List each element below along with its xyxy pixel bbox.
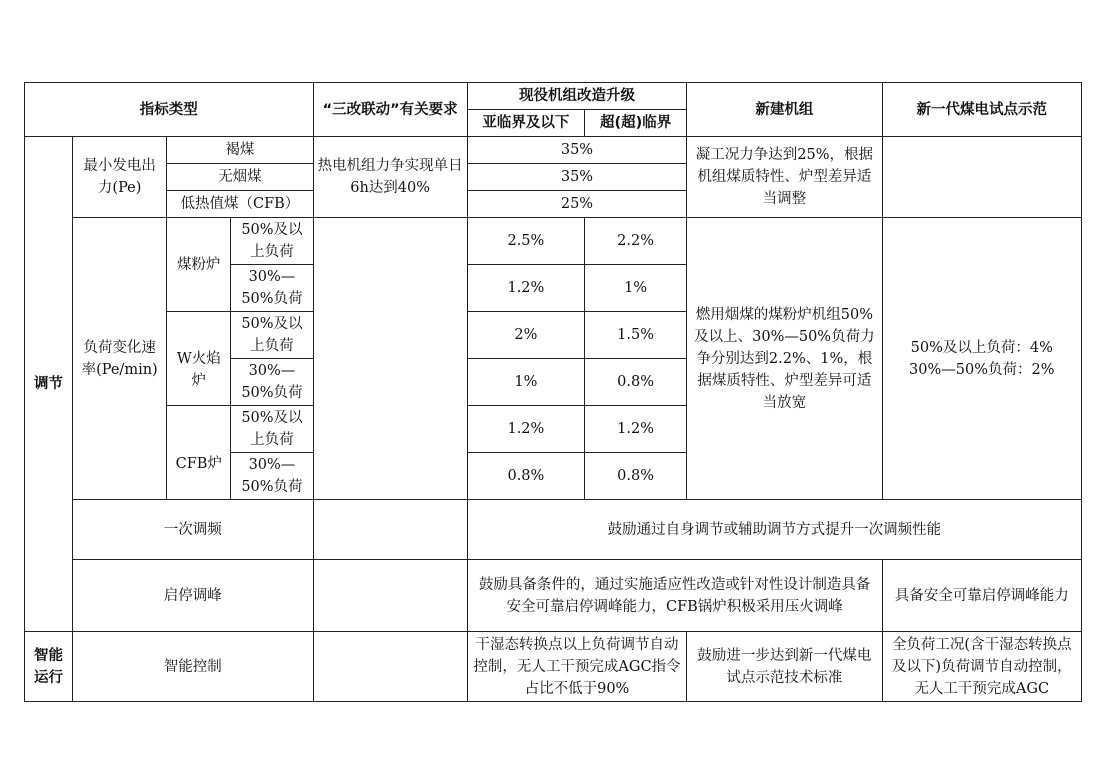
load-rate-new-units: 燃用烟煤的煤粉炉机组50%及以上、30%—50%负荷力争分别达到2.2%、1%，根据煤质特性、炉型差异可适当放宽 bbox=[687, 218, 882, 500]
intelligent-three-reform bbox=[313, 632, 467, 702]
boiler-pulverized: 煤粉炉 bbox=[167, 218, 231, 312]
min-output-new-gen bbox=[882, 137, 1081, 218]
rate-supercritical: 1.5% bbox=[585, 312, 687, 359]
header-indicator: 指标类型 bbox=[25, 83, 314, 137]
category-intelligent: 智能运行 bbox=[25, 632, 73, 702]
header-subcritical: 亚临界及以下 bbox=[467, 110, 584, 137]
load-rate-new-gen bbox=[882, 218, 1081, 500]
coal-type-anthracite: 无烟煤 bbox=[167, 164, 313, 191]
primary-freq-three-reform bbox=[313, 500, 467, 560]
rate-subcritical: 2.5% bbox=[467, 218, 584, 265]
rate-subcritical: 1.2% bbox=[467, 265, 584, 312]
min-output-label: 最小发电出力(Pe) bbox=[73, 137, 167, 218]
rate-supercritical: 1% bbox=[585, 265, 687, 312]
start-stop-label: 启停调峰 bbox=[73, 560, 313, 632]
primary-freq-text: 鼓励通过自身调节或辅助调节方式提升一次调频性能 bbox=[467, 500, 1081, 560]
load-level: 50%及以上负荷 bbox=[231, 406, 313, 453]
load-level: 30%—50%负荷 bbox=[231, 453, 313, 500]
rate-subcritical: 1.2% bbox=[467, 406, 584, 453]
intelligent-new-gen: 全负荷工况(含干湿态转换点及以下)负荷调节自动控制，无人工干预完成AGC bbox=[882, 632, 1081, 702]
rate-supercritical: 0.8% bbox=[585, 359, 687, 406]
rate-supercritical: 2.2% bbox=[585, 218, 687, 265]
intelligent-new-units: 鼓励进一步达到新一代煤电试点示范技术标准 bbox=[687, 632, 882, 702]
min-output-anthracite-value: 35% bbox=[467, 164, 686, 191]
header-new-units: 新建机组 bbox=[687, 83, 882, 137]
load-level: 50%及以上负荷 bbox=[231, 218, 313, 265]
rate-supercritical: 1.2% bbox=[585, 406, 687, 453]
rate-subcritical: 2% bbox=[467, 312, 584, 359]
new-gen-rate-line2: 30%—50%负荷：2% bbox=[909, 361, 1055, 378]
min-output-three-reform: 热电机组力争实现单日6h达到40% bbox=[313, 137, 467, 218]
load-rate-three-reform bbox=[313, 218, 467, 500]
start-stop-new-gen: 具备安全可靠启停调峰能力 bbox=[882, 560, 1081, 632]
category-regulation: 调节 bbox=[25, 137, 73, 632]
rate-supercritical: 0.8% bbox=[585, 453, 687, 500]
min-output-lignite-value: 35% bbox=[467, 137, 686, 164]
header-retrofit: 现役机组改造升级 bbox=[467, 83, 686, 110]
boiler-w-flame: W火焰炉 bbox=[167, 312, 231, 406]
coal-type-lignite: 褐煤 bbox=[167, 137, 313, 164]
header-supercritical: 超(超)临界 bbox=[585, 110, 687, 137]
min-output-new-units: 凝工况力争达到25%，根据机组煤质特性、炉型差异适当调整 bbox=[687, 137, 882, 218]
coal-type-low-heat: 低热值煤（CFB） bbox=[167, 191, 313, 218]
rate-subcritical: 1% bbox=[467, 359, 584, 406]
primary-freq-label: 一次调频 bbox=[73, 500, 313, 560]
load-level: 30%—50%负荷 bbox=[231, 359, 313, 406]
rate-subcritical: 0.8% bbox=[467, 453, 584, 500]
boiler-cfb: CFB炉 bbox=[167, 406, 231, 500]
start-stop-three-reform bbox=[313, 560, 467, 632]
min-output-low-heat-value: 25% bbox=[467, 191, 686, 218]
requirements-table bbox=[24, 82, 1082, 702]
new-gen-rate-line1: 50%及以上负荷：4% bbox=[910, 339, 1053, 356]
load-rate-label: 负荷变化速率(Pe/min) bbox=[73, 218, 167, 500]
header-three-reform: “三改联动”有关要求 bbox=[313, 83, 467, 137]
load-level: 50%及以上负荷 bbox=[231, 312, 313, 359]
header-new-gen: 新一代煤电试点示范 bbox=[882, 83, 1081, 137]
load-level: 30%—50%负荷 bbox=[231, 265, 313, 312]
intelligent-control-label: 智能控制 bbox=[73, 632, 313, 702]
intelligent-retrofit: 干湿态转换点以上负荷调节自动控制，无人工干预完成AGC指令占比不低于90% bbox=[467, 632, 686, 702]
start-stop-text: 鼓励具备条件的，通过实施适应性改造或针对性设计制造具备安全可靠启停调峰能力，CFB锅炉积极采用压火调峰 bbox=[467, 560, 882, 632]
